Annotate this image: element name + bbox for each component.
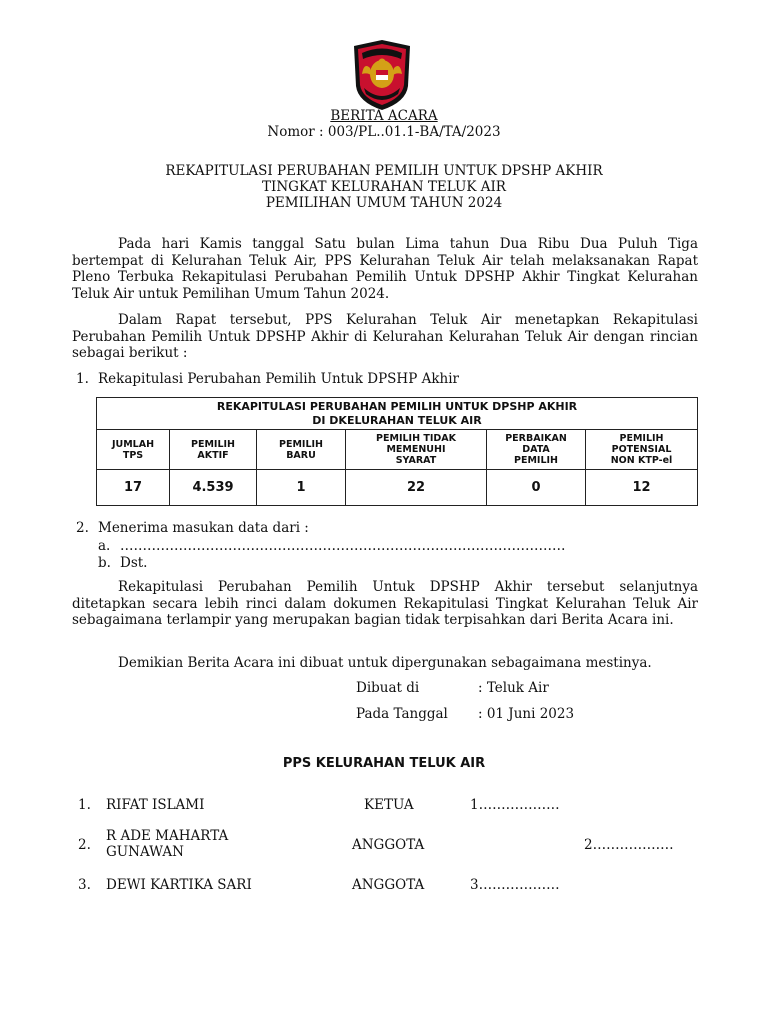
subtitle-line-1: REKAPITULASI PERUBAHAN PEMILIH UNTUK DPSHP AKHIR bbox=[165, 163, 603, 179]
paragraph-rekap: Rekapitulasi Perubahan Pemilih Untuk DPSHP Akhir tersebut selanjutnya ditetapkan secara lebih rinci dalam dokumen Rekapitulasi Tingkat Kelurahan Teluk Air sebagaimana terlampir yang merupakan bagian tidak terpisahkan dari Berita Acara ini. bbox=[72, 579, 698, 628]
header-text: PEMILIH bbox=[191, 438, 235, 450]
header-text: PEMILIH TIDAK bbox=[376, 433, 456, 444]
header-text: DATA bbox=[522, 444, 550, 455]
document-number: Nomor : 003/PL..01.1-BA/TA/2023 bbox=[267, 124, 501, 140]
member-number: 1. bbox=[78, 797, 91, 813]
value-pemilih-baru: 1 bbox=[257, 470, 346, 506]
header-pemilih-tms bbox=[346, 430, 487, 470]
header-text: JUMLAH bbox=[111, 438, 155, 450]
sub-item-a-label: a. bbox=[98, 538, 111, 554]
kpu-logo bbox=[350, 38, 414, 112]
member-name: R ADE MAHARTA GUNAWAN bbox=[106, 828, 229, 860]
document-title: BERITA ACARA bbox=[330, 108, 438, 124]
member-signature-line: 3……………… bbox=[470, 877, 560, 893]
header-text: PEMILIH bbox=[279, 438, 323, 450]
committee-title: PPS KELURAHAN TELUK AIR bbox=[282, 756, 486, 771]
member-name: RIFAT ISLAMI bbox=[106, 797, 205, 813]
list-item-1-number: 1. bbox=[76, 371, 89, 387]
value-perbaikan-data: 0 bbox=[487, 470, 586, 506]
header-text: POTENSIAL bbox=[611, 444, 672, 455]
header-pemilih-baru bbox=[257, 430, 346, 470]
header-text: MEMENUHI bbox=[386, 444, 446, 455]
table-title-line-1: REKAPITULASI PERUBAHAN PEMILIH UNTUK DPSHP AKHIR bbox=[216, 399, 578, 413]
table-row bbox=[97, 470, 698, 506]
list-item-1: Rekapitulasi Perubahan Pemilih Untuk DPSHP Akhir bbox=[98, 371, 459, 387]
date-value: : 01 Juni 2023 bbox=[478, 706, 575, 722]
header-text: SYARAT bbox=[395, 455, 437, 466]
place-value: : Teluk Air bbox=[478, 680, 549, 696]
sub-item-a: ……………………………………………………………………………………… bbox=[120, 538, 566, 554]
table-header-row bbox=[97, 430, 698, 470]
value-pemilih-aktif: 4.539 bbox=[170, 470, 257, 506]
header-pemilih-potensial bbox=[586, 430, 698, 470]
header-pemilih-aktif bbox=[170, 430, 257, 470]
value-pemilih-tms: 22 bbox=[346, 470, 487, 506]
sub-item-b-label: b. bbox=[98, 555, 111, 571]
kpu-emblem-icon bbox=[350, 38, 414, 112]
value-pemilih-potensial: 12 bbox=[586, 470, 698, 506]
subtitle-line-3: PEMILIHAN UMUM TAHUN 2024 bbox=[265, 195, 503, 211]
member-number: 3. bbox=[78, 877, 91, 893]
member-role: KETUA bbox=[364, 797, 414, 813]
header-text: PEMILIH bbox=[619, 433, 664, 444]
member-role: ANGGOTA bbox=[352, 837, 425, 853]
date-label: Pada Tanggal bbox=[356, 706, 448, 722]
paragraph-closing: Demikian Berita Acara ini dibuat untuk dipergunakan sebagaimana mestinya. bbox=[118, 655, 652, 671]
member-name: DEWI KARTIKA SARI bbox=[106, 877, 252, 893]
header-text: PERBAIKAN bbox=[505, 433, 567, 444]
paragraph-opening: Pada hari Kamis tanggal Satu bulan Lima tahun Dua Ribu Dua Puluh Tiga bertempat di Kelurahan Teluk Air, PPS Kelurahan Teluk Air telah melaksanakan Rapat Pleno Terbuka Rekapitulasi Perubahan Pemilih Untuk DPSHP Akhir Tingkat Kelurahan Teluk Air untuk Pemilihan Umum Tahun 2024. bbox=[72, 236, 698, 302]
member-signature-line: 1……………… bbox=[470, 797, 560, 813]
table-title bbox=[97, 398, 698, 430]
subtitle-line-2: TINGKAT KELURAHAN TELUK AIR bbox=[262, 179, 506, 195]
header-text: BARU bbox=[286, 449, 316, 461]
place-label: Dibuat di bbox=[356, 680, 420, 696]
header-text: NON KTP-el bbox=[610, 455, 673, 466]
table-title-line-2: DI DKELURAHAN TELUK AIR bbox=[312, 413, 482, 427]
header-jumlah-tps bbox=[97, 430, 170, 470]
sub-item-b: Dst. bbox=[120, 555, 148, 571]
header-text: AKTIF bbox=[197, 449, 229, 461]
value-jumlah-tps: 17 bbox=[97, 470, 170, 506]
list-item-2: Menerima masukan data dari : bbox=[98, 520, 309, 536]
header-text: TPS bbox=[122, 449, 144, 461]
header-perbaikan-data bbox=[487, 430, 586, 470]
list-item-2-number: 2. bbox=[76, 520, 89, 536]
header-text: PEMILIH bbox=[514, 455, 558, 466]
table-title-row bbox=[97, 398, 698, 430]
rekap-table bbox=[96, 397, 698, 506]
member-number: 2. bbox=[78, 837, 91, 853]
member-signature-line: 2……………… bbox=[584, 837, 674, 853]
paragraph-meeting: Dalam Rapat tersebut, PPS Kelurahan Teluk Air menetapkan Rekapitulasi Perubahan Pemilih Untuk DPSHP Akhir di Kelurahan Kelurahan Teluk Air dengan rincian sebagai berikut : bbox=[72, 312, 698, 361]
member-role: ANGGOTA bbox=[352, 877, 425, 893]
